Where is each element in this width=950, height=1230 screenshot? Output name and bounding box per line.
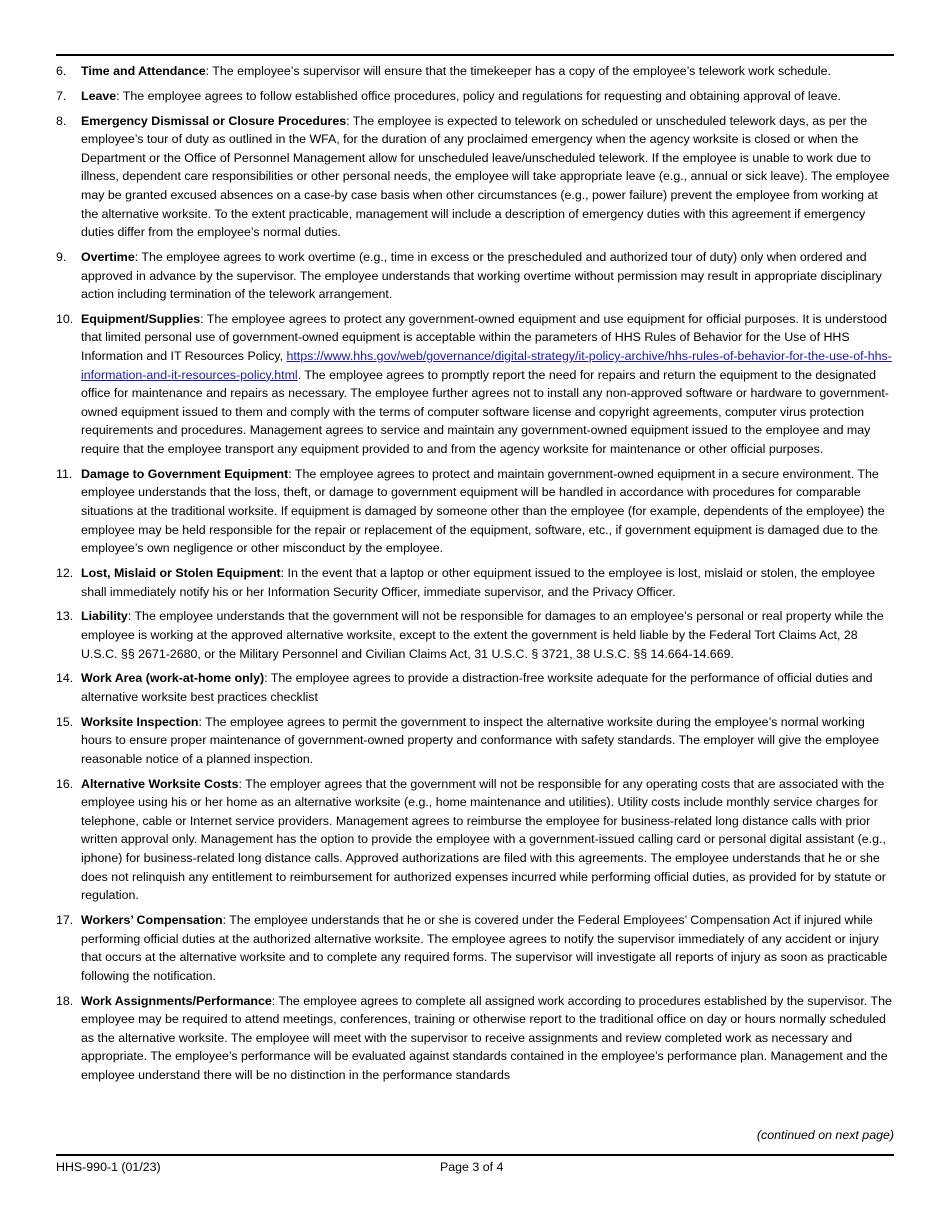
item-damage-to-equipment xyxy=(56,465,894,558)
item-number: 16. xyxy=(56,776,74,791)
continued-note: (continued on next page) xyxy=(756,1128,894,1142)
item-number: 12. xyxy=(56,565,74,580)
item-text-after-link: . The employee agrees to promptly report the need for repairs and return the equipment to the designated office for maintenance and repairs as necessary. The employee further agrees not to install any non-approved software or hardware to government-owned equipment issued to them and comply with the terms of computer software license and copyright agreements, computer virus protection requirements and procedures. Management agrees to service and maintain any government-owned equipment issued to the employee and may require that the employee transport any equipment provided to and from the agency worksite for maintenance or other official purposes. xyxy=(81,367,889,457)
item-equipment-supplies xyxy=(56,310,894,459)
item-title: Overtime xyxy=(81,249,135,264)
item-title: Time and Attendance xyxy=(81,64,206,78)
item-number: 11. xyxy=(56,466,73,481)
item-text: : The employee understands that he or she is covered under the Federal Employees’ Compensation Act if injured while performing official duties at the authorized alternative worksite. The employee agrees to notify the supervisor immediately of any accident or injury that occurs at the alternative worksite and to complete any required forms. The supervisor will investigate all reports of injury as soon as practicable following the notification. xyxy=(81,913,888,983)
page-number: Page 3 of 4 xyxy=(440,1160,504,1174)
item-worksite-inspection xyxy=(56,713,894,769)
item-overtime xyxy=(56,248,894,304)
item-title: Alternative Worksite Costs xyxy=(81,776,239,791)
item-work-area xyxy=(56,669,894,706)
item-number: 7. xyxy=(56,88,67,103)
item-title: Emergency Dismissal or Closure Procedures xyxy=(81,113,347,128)
item-text: : The employee agrees to follow established office procedures, policy and regulations for requesting and obtaining approval of leave. xyxy=(116,88,841,103)
item-work-assignments xyxy=(56,992,894,1085)
item-text: : The employee is expected to telework on scheduled or unscheduled telework days, as per the employee’s tour of duty as outlined in the WFA, for the duration of any proclaimed emergency when the agency worksite is closed or when the Department or the Office of Personnel Management allow for unscheduled leave/unscheduled telework. If the employee is unable to work due to illness, dependent care responsibilities or other personal needs, the employee will take appropriate leave (e.g., annual or sick leave). The employee may be granted excused absences on a case-by case basis when other circumstances (e.g., power failure) prevent the employee from working at the alternative worksite. To the extent practicable, management will include a description of emergency duties with this agreement if emergency duties differ from the employee’s normal duties. xyxy=(81,113,890,240)
item-text: : The employer agrees that the government will not be responsible for any operating costs that are associated with the employee using his or her home as an alternative worksite (e.g., home maintenance and utilities). Utility costs include monthly service charges for telephone, cable or Internet service providers. Management agrees to reimburse the employee for business-related long distance calls with prior written approval only. Management has the option to provide the employee with a government-issued calling card or personal digital assistant (e.g., iphone) for business-related long distance calls. Approved authorizations are filed with this agreements. The employee understands that he or she does not relinquish any entitlement to reimbursement for authorized expenses incurred while performing official duties, as provided for by statute or regulation. xyxy=(81,776,886,903)
item-text: : In the event that a laptop or other equipment issued to the employee is lost, mislaid or stolen, the employee shall immediately notify his or her Information Security Officer, immediate supervisor, and the Privacy Officer. xyxy=(81,565,876,599)
item-number: 14. xyxy=(56,671,74,686)
item-text: : The employee agrees to provide a distraction-free worksite adequate for the performance of official duties and alternative worksite best practices checklist xyxy=(81,671,873,704)
item-emergency-dismissal xyxy=(56,112,894,242)
top-rule xyxy=(56,54,894,56)
hhs-rules-of-behavior-link[interactable]: https://www.hhs.gov/web/governance/digital-strategy/it-policy-archive/hhs-rules-of-behavior-for-the-use-of-hhs-information-and-it-resources-policy.html xyxy=(81,349,892,382)
item-text: : The employee agrees to protect any government-owned equipment and use equipment for official purposes. It is understood that limited personal use of government-owned equipment is acceptable within the parameters of HHS Rules of Behavior for the Use of HHS Information and IT Resources Policy, xyxy=(81,311,888,364)
item-title: Liability xyxy=(81,609,128,624)
form-id: HHS-990-1 (01/23) xyxy=(56,1160,161,1174)
item-number: 10. xyxy=(56,311,74,326)
agreement-items xyxy=(56,62,894,1091)
bottom-rule xyxy=(56,1154,894,1156)
item-title: Damage to Government Equipment xyxy=(81,466,289,481)
item-leave xyxy=(56,87,894,106)
item-title: Lost, Mislaid or Stolen Equipment xyxy=(81,565,281,580)
item-number: 13. xyxy=(56,609,74,624)
item-number: 18. xyxy=(56,993,74,1008)
item-liability xyxy=(56,607,894,663)
item-title: Equipment/Supplies xyxy=(81,311,201,326)
item-number: 9. xyxy=(56,249,67,264)
item-text: : The employee’s supervisor will ensure that the timekeeper has a copy of the employee’s telework work schedule. xyxy=(205,64,831,78)
item-workers-compensation xyxy=(56,911,894,985)
item-text: : The employee agrees to protect and maintain government-owned equipment in a secure environment. The employee understands that the loss, theft, or damage to government equipment will be handled in accordance with procedures for comparable situations at the traditional worksite. If equipment is damaged by someone other than the employee (for example, dependents of the employee) the employee may be held responsible for the repair or replacement of the equipment, software, etc., if government equipment is damaged due to the employee’s own negligence or other misconduct by the employee. xyxy=(81,466,885,556)
item-number: 8. xyxy=(56,113,67,128)
item-title: Worksite Inspection xyxy=(81,714,199,729)
item-title: Leave xyxy=(81,88,117,103)
item-lost-equipment xyxy=(56,564,894,601)
item-text: : The employee understands that the government will not be responsible for damages to an employee’s personal or real property while the employee is working at the approved alternative worksite, except to the extent the government is held liable by the Federal Tort Claims Act, 28 U.S.C. §§ 2671-2680, or the Military Personnel and Civilian Claims Act, 31 U.S.C. § 3721, 38 U.S.C. §§ 14.664-14.669. xyxy=(81,609,884,661)
item-text: : The employee agrees to permit the government to inspect the alternative worksite during the employee’s normal working hours to ensure proper maintenance of government-owned property and conformance with safety standards. The employer will give the employee reasonable notice of a planned inspection. xyxy=(81,714,880,766)
item-alternative-worksite-costs xyxy=(56,775,894,905)
item-number: 15. xyxy=(56,714,74,729)
item-text: : The employee agrees to complete all assigned work according to procedures established by the supervisor. The employee may be required to attend meetings, conferences, training or otherwise report to the traditional office on day or hours normally scheduled as the alternative worksite. The employee will meet with the supervisor to receive assignments and review completed work as necessary and appropriate. The employee’s performance will be evaluated against standards contained in the employee’s performance plan. Management and the employee understand there will be no distinction in the performance standards xyxy=(81,993,892,1082)
item-number: 6. xyxy=(56,64,67,78)
item-title: Work Area (work-at-home only) xyxy=(81,671,265,686)
item-text: : The employee agrees to work overtime (e.g., time in excess or the prescheduled and authorized tour of duty) only when ordered and approved in advance by the supervisor. The employee understands that working overtime without permission may result in appropriate disciplinary action including termination of the telework arrangement. xyxy=(81,249,882,302)
item-time-and-attendance xyxy=(56,62,894,81)
item-title: Work Assignments/Performance xyxy=(81,993,272,1008)
item-title: Workers’ Compensation xyxy=(81,913,223,927)
item-number: 17. xyxy=(56,913,74,927)
